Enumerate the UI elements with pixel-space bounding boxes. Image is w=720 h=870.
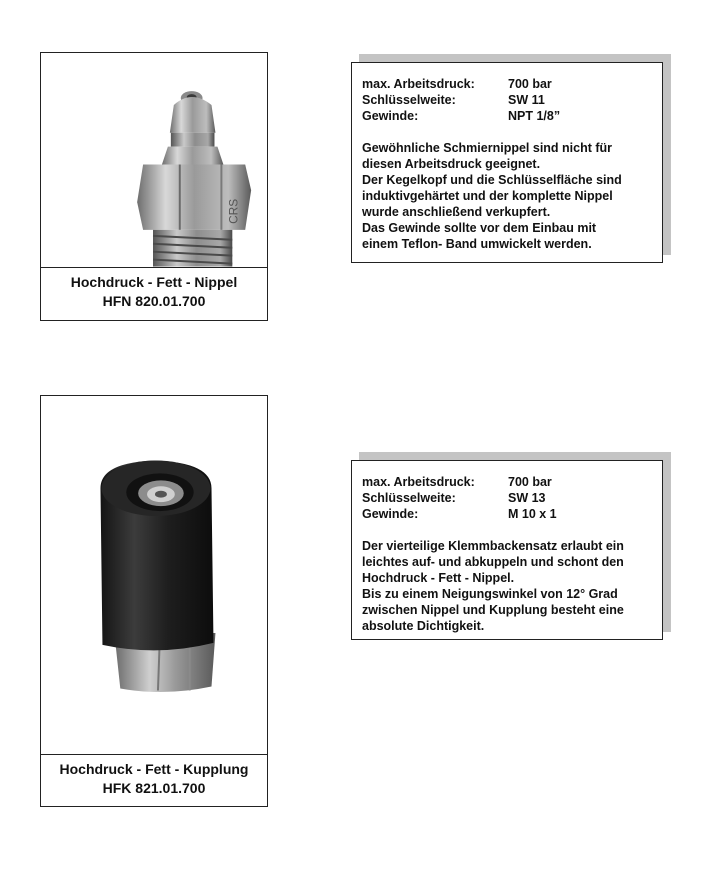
spec-row-pressure bbox=[362, 76, 652, 92]
description-line: Bis zu einem Neigungswinkel von 12° Grad bbox=[362, 587, 618, 601]
hex-marking: CRS bbox=[226, 198, 241, 224]
spec-value: SW 11 bbox=[508, 93, 545, 107]
description-line: Gewöhnliche Schmiernippel sind nicht für bbox=[362, 141, 613, 155]
product-code: HFN 820.01.700 bbox=[102, 293, 206, 309]
product-card-nipple bbox=[40, 52, 268, 321]
description-line: Der Kegelkopf und die Schlüsselfläche sind bbox=[362, 173, 622, 187]
grease-nipple-photo-icon bbox=[41, 53, 267, 267]
coupler-photo bbox=[41, 396, 267, 755]
product-name: Hochdruck - Fett - Nippel bbox=[70, 274, 238, 290]
spec-value: NPT 1/8” bbox=[508, 109, 561, 123]
description-line: induktivgehärtet und der komplette Nippel bbox=[362, 189, 613, 203]
spec-box bbox=[351, 62, 663, 263]
grease-coupler-photo-icon bbox=[41, 396, 267, 754]
description-line: diesen Arbeitsdruck geeignet. bbox=[362, 157, 541, 171]
spec-label: Schlüsselweite: bbox=[362, 93, 456, 107]
nipple-photo bbox=[41, 53, 267, 268]
spec-label: Schlüsselweite: bbox=[362, 491, 456, 505]
coupler-caption bbox=[41, 755, 267, 798]
spec-value: 700 bar bbox=[508, 77, 552, 91]
spec-label: Gewinde: bbox=[362, 507, 419, 521]
description-line: Das Gewinde sollte vor dem Einbau mit bbox=[362, 221, 597, 235]
spec-label: max. Arbeitsdruck: bbox=[362, 77, 475, 91]
spec-description bbox=[362, 140, 652, 252]
spec-box bbox=[351, 460, 663, 640]
description-line: Hochdruck - Fett - Nippel. bbox=[362, 571, 515, 585]
nipple-caption bbox=[41, 268, 267, 311]
spec-row-wrench-size bbox=[362, 92, 652, 108]
spec-label: max. Arbeitsdruck: bbox=[362, 475, 475, 489]
description-line: einem Teflon- Band umwickelt werden. bbox=[362, 237, 592, 251]
spec-row-thread bbox=[362, 108, 652, 124]
spec-description bbox=[362, 538, 652, 634]
description-line: absolute Dichtigkeit. bbox=[362, 619, 485, 633]
spec-row-thread bbox=[362, 506, 652, 522]
description-line: wurde anschließend verkupfert. bbox=[362, 205, 551, 219]
spec-row-pressure bbox=[362, 474, 652, 490]
product-code: HFK 821.01.700 bbox=[102, 780, 206, 796]
product-name: Hochdruck - Fett - Kupplung bbox=[59, 761, 249, 777]
product-card-coupler bbox=[40, 395, 268, 807]
coupler-spec-panel bbox=[351, 460, 663, 640]
spec-value: 700 bar bbox=[508, 475, 552, 489]
nipple-spec-panel bbox=[351, 62, 663, 263]
description-line: zwischen Nippel und Kupplung besteht eine bbox=[362, 603, 624, 617]
spec-value: M 10 x 1 bbox=[508, 507, 557, 521]
description-line: leichtes auf- und abkuppeln und schont den bbox=[362, 555, 624, 569]
spec-value: SW 13 bbox=[508, 491, 546, 505]
spec-label: Gewinde: bbox=[362, 109, 419, 123]
spec-row-wrench-size bbox=[362, 490, 652, 506]
description-line: Der vierteilige Klemmbackensatz erlaubt ein bbox=[362, 539, 624, 553]
